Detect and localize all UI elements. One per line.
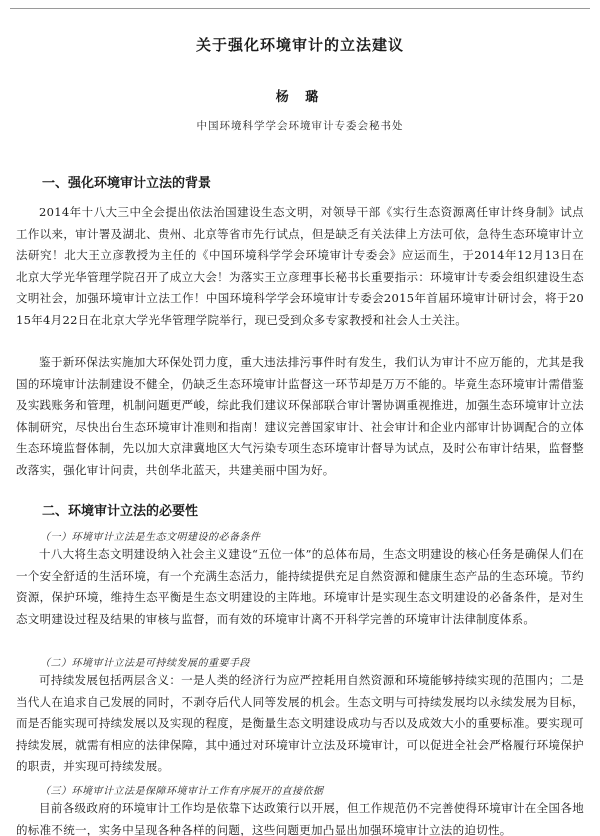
author-affiliation: 中国环境科学学会环境审计专委会秘书处 <box>196 120 404 132</box>
page-title: 关于强化环境审计的立法建议 <box>195 36 404 54</box>
author-name: 杨 璐 <box>275 90 325 105</box>
paragraph-necessity-2: 可持续发展包括两层含义：一是人类的经济行为应严控耗用自然资源和环境能够持续实现的范围内；二是当代人在追求自己发展的同时，不剥夺后代人同等发展的机会。生态文明与可持续发展均以永续发展为目标，而是否能实现可持续发展以及实现的程度，是衡量生态文明建设成功与否以及成效大小的重要标准。要实现可持续发展，就需有相应的法律保障，其中通过对环境审计立法及环境审计，可以促进全社会严格履行环境保护的职责，并实现可持续发展。 <box>16 673 584 773</box>
section-heading-1: 一、强化环境审计立法的背景 <box>42 176 212 191</box>
section-heading-2: 二、环境审计立法的必要性 <box>42 504 199 519</box>
subsection-heading-3: （三）环境审计立法是保障环境审计工作有序展开的直接依据 <box>40 786 324 797</box>
subsection-heading-1: （一）环境审计立法是生态文明建设的必备条件 <box>40 532 261 543</box>
paragraph-background-1: 2014年十八大三中全会提出依法治国建设生态文明，对领导干部《实行生态资源离任审计终身制》试点工作以来，审计署及湖北、贵州、北京等省市先行试点，但是缺乏有关法律上方法可依，急待生态环境审计立法研究！北大王立彦教授为主任的《中国环境科学学会环境审计专委会》应运而生，于2014年12月13日在北京大学光华管理学院召开了成立大会！为落实王立彦理事长秘书长重要指示：环境审计专委会组织建设生态文明社会，加强环境审计立法工作！中国环境科学学会环境审计专委会2015年首届环境审计研讨会，将于2015年4月22日在北京大学光华管理学院举行，现已受到众多专家教授和社会人士关注。 <box>16 205 584 327</box>
paragraph-background-2: 鉴于新环保法实施加大环保处罚力度，重大违法排污事件时有发生，我们认为审计不应万能的，尤其是我国的环境审计法制建设不健全，仍缺乏生态环境审计监督这一环节却是万万不能的。毕竟生态环境审计需借鉴及实践账务和管理，机制问题更严峻，综此我们建议环保部联合审计署协调重视推进，加强生态环境审计立法体制研究，尽快出台生态环境审计准则和指南！建议完善国家审计、社会审计和企业内部审计协调配合的立体生态环境监督体制，先以加大京津冀地区大气污染专项生态环境审计督导为试点，及时公布审计结果，监督整改落实，强化审计问责，共创华北蓝天，共建美丽中国为好。 <box>16 355 584 477</box>
subsection-heading-2: （二）环境审计立法是可持续发展的重要手段 <box>40 658 250 669</box>
paragraph-necessity-3: 目前各级政府的环境审计工作均是依靠下达政策行以开展，但工作规范仍不完善使得环境审计在全国各地的标准不统一，实务中呈现各种各样的问题，这些问题更加凸显出加强环境审计立法的迫切性。 <box>16 801 584 836</box>
paragraph-necessity-1: 十八大将生态文明建设纳入社会主义建设“五位一体”的总体布局，生态文明建设的核心任务是确保人们在一个安全舒适的生活环境，有一个充满生态活力，能持续提供充足自然资源和健康生态产品的生态环境。节约资源，保护环境，维持生态平衡是生态文明建设的主阵地。环境审计是实现生态文明建设的必备条件，是对生态文明建设过程及结果的审核与监督，而有效的环境审计离不开科学完善的环境审计法律制度体系。 <box>16 547 584 626</box>
header-rule <box>10 8 590 9</box>
